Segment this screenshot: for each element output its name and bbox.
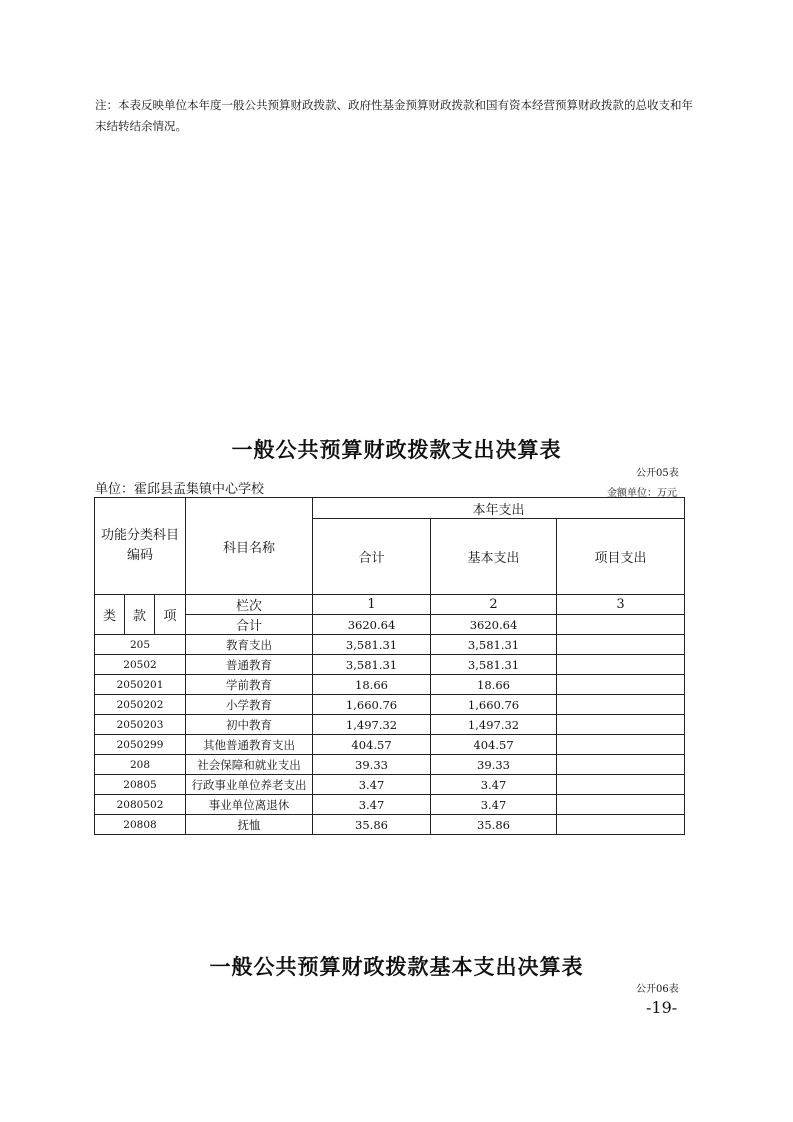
reporting-unit: 单位：霍邱县孟集镇中心学校 <box>95 482 265 497</box>
table-row <box>95 795 685 815</box>
row-basic: 3.47 <box>431 775 557 795</box>
header-func-code: 功能分类科目编码 <box>95 498 186 595</box>
table-row <box>95 775 685 795</box>
table-row <box>95 655 685 675</box>
column-index-3: 3 <box>557 595 685 615</box>
row-code: 2050203 <box>95 715 186 735</box>
row-project <box>557 655 685 675</box>
row-project <box>557 755 685 775</box>
table-row <box>95 815 685 835</box>
expenditure-table <box>94 497 685 835</box>
row-basic: 3.47 <box>431 795 557 815</box>
row-subject-name: 普通教育 <box>186 655 313 675</box>
row-total: 3,581.31 <box>313 655 431 675</box>
row-total: 1,660.76 <box>313 695 431 715</box>
row-subject-name: 初中教育 <box>186 715 313 735</box>
row-project <box>557 675 685 695</box>
header-year-expense: 本年支出 <box>313 498 685 519</box>
table-row <box>95 635 685 655</box>
row-code: 2050299 <box>95 735 186 755</box>
row-subject-name: 行政事业单位养老支出 <box>186 775 313 795</box>
table-row <box>95 755 685 775</box>
row-total: 39.33 <box>313 755 431 775</box>
header-basic: 基本支出 <box>431 519 557 595</box>
row-total: 404.57 <box>313 735 431 755</box>
header-total: 合计 <box>313 519 431 595</box>
header-kuan: 款 <box>125 595 155 635</box>
row-project <box>557 715 685 735</box>
header-lei: 类 <box>95 595 125 635</box>
row-code: 2050202 <box>95 695 186 715</box>
table-note: 注：本表反映单位本年度一般公共预算财政拨款、政府性基金预算财政拨款和国有资本经营预算财政拨款的总收支和年末结转结余情况。 <box>95 98 693 133</box>
row-project <box>557 775 685 795</box>
row-total: 3.47 <box>313 795 431 815</box>
row-code: 2080502 <box>95 795 186 815</box>
table-row <box>95 675 685 695</box>
row-basic: 18.66 <box>431 675 557 695</box>
row-basic: 3,581.31 <box>431 635 557 655</box>
row-project <box>557 815 685 835</box>
table-row <box>95 715 685 735</box>
row-subject-name: 教育支出 <box>186 635 313 655</box>
table-row <box>95 695 685 715</box>
header-column-index: 栏次 <box>186 595 313 615</box>
column-index-1: 1 <box>313 595 431 615</box>
table2-form-code: 公开06表 <box>636 984 679 995</box>
row-basic: 39.33 <box>431 755 557 775</box>
row-subject-name: 小学教育 <box>186 695 313 715</box>
row-total: 18.66 <box>313 675 431 695</box>
row-code: 20808 <box>95 815 186 835</box>
page-number: -19- <box>646 998 678 1017</box>
row-basic: 3,581.31 <box>431 655 557 675</box>
row-total: 35.86 <box>313 815 431 835</box>
header-project: 项目支出 <box>557 519 685 595</box>
row-total: 3.47 <box>313 775 431 795</box>
amount-unit: 金额单位：万元 <box>607 488 677 499</box>
row-basic: 404.57 <box>431 735 557 755</box>
row-code: 208 <box>95 755 186 775</box>
row-project <box>557 795 685 815</box>
row-code: 2050201 <box>95 675 186 695</box>
table-row <box>95 735 685 755</box>
row-subject-name: 其他普通教育支出 <box>186 735 313 755</box>
row-project <box>557 695 685 715</box>
header-subject-name: 科目名称 <box>186 498 313 595</box>
row-subject-name: 事业单位离退休 <box>186 795 313 815</box>
row-basic: 35.86 <box>431 815 557 835</box>
total-row-project <box>557 615 685 635</box>
total-row-label: 合计 <box>186 615 313 635</box>
table2-title: 一般公共预算财政拨款基本支出决算表 <box>209 955 584 979</box>
row-project <box>557 635 685 655</box>
column-index-2: 2 <box>431 595 557 615</box>
row-subject-name: 抚恤 <box>186 815 313 835</box>
row-project <box>557 735 685 755</box>
total-row-basic: 3620.64 <box>431 615 557 635</box>
row-total: 1,497.32 <box>313 715 431 735</box>
row-total: 3,581.31 <box>313 635 431 655</box>
header-xiang: 项 <box>155 595 186 635</box>
row-code: 20502 <box>95 655 186 675</box>
table1-title: 一般公共预算财政拨款支出决算表 <box>231 438 562 462</box>
row-basic: 1,497.32 <box>431 715 557 735</box>
row-subject-name: 社会保障和就业支出 <box>186 755 313 775</box>
table1-form-code: 公开05表 <box>636 468 679 479</box>
row-code: 20805 <box>95 775 186 795</box>
row-basic: 1,660.76 <box>431 695 557 715</box>
row-subject-name: 学前教育 <box>186 675 313 695</box>
total-row-total: 3620.64 <box>313 615 431 635</box>
row-code: 205 <box>95 635 186 655</box>
